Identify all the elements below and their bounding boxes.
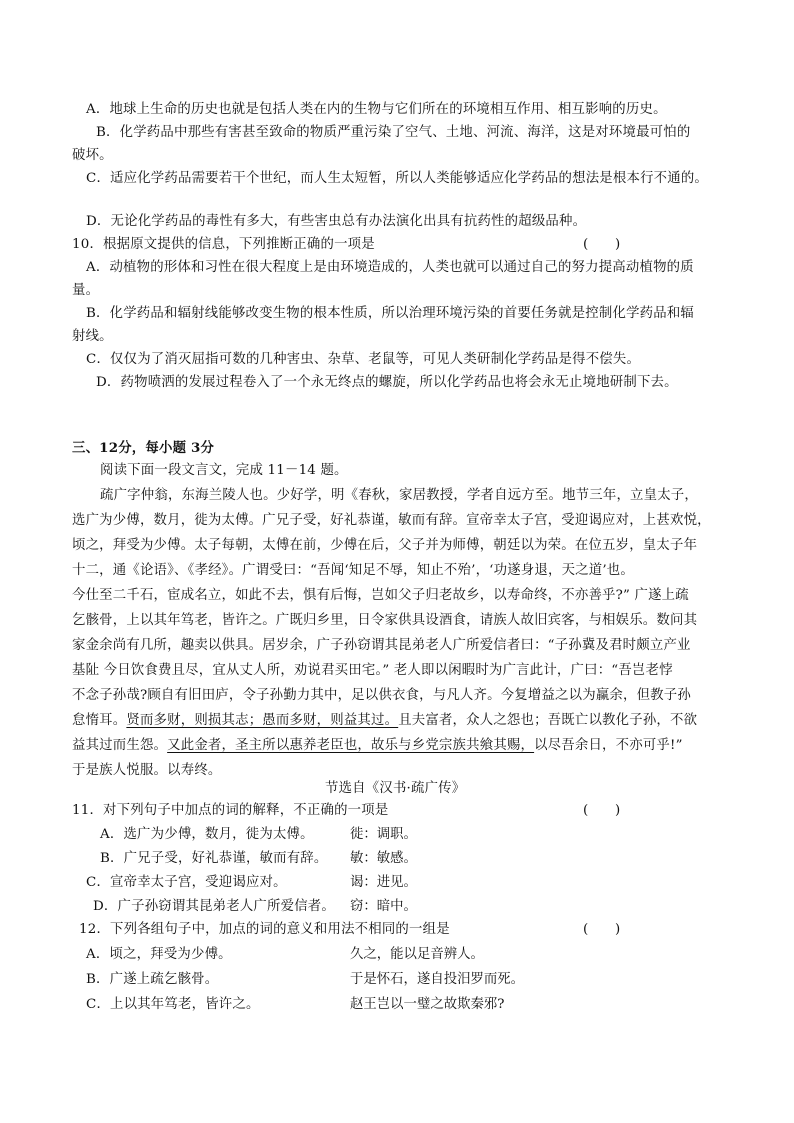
q11-option-b-gloss: 敏：敏感。 [350,851,417,866]
passage-line: 顷之，拜受为少傅。太子每朝，太傅在前，少傅在后，父子并为师傅，朝廷以为荣。在位五岁，皇太子年 [72,538,698,553]
q10-answer-paren: ( ) [583,237,621,252]
q11-answer-paren: ( ) [583,803,621,818]
q11-option-a: A．选广为少傅，数月，徙为太傅。 [100,827,314,842]
q11-stem: 11．对下列句子中加点的词的解释，不正确的一项是 [72,803,389,818]
section3-heading: 三、12分，每小题 3分 [72,440,215,456]
q11-option-d-gloss: 窃：暗中。 [350,899,417,914]
q9-option-b-line2: 破坏。 [72,148,113,163]
q12-option-b: B．广遂上疏乞骸骨。 [86,972,219,987]
passage-line-underlined [72,736,683,756]
underlined-sentence: 又此金者，圣主所以惠养老臣也，故乐与乡党宗族共飨其赐， [167,738,535,753]
q11-option-d: D．广子孙窃谓其昆弟老人广所爱信者。 [93,899,335,914]
passage-line: 今仕至二千石，宦成名立，如此不去，惧有后悔，岂如父子归老故乡，以寿命终，不亦善乎?” 广遂上疏 [72,588,689,603]
section3-intro: 阅读下面一段文言文，完成 11－14 题。 [100,463,348,478]
passage-source: 节选自《汉书·疏广传》 [325,781,466,796]
q12-option-a-pair: 久之，能以足音辨人。 [350,947,484,962]
q12-option-c-pair: 赵王岂以一璧之故欺秦邪? [350,997,505,1012]
passage-line: 基阯 今日饮食费且尽，宜从丈人所，劝说君买田宅。” 老人即以闲暇时为广言此计，广曰：“吾岂老悖 [72,663,673,678]
passage-line: 乞骸骨，上以其年笃老，皆许之。广既归乡里，日令家供具设酒食，请族人故旧宾客，与相娱乐。数问其 [72,613,698,628]
q11-option-c-gloss: 谒：进见。 [350,875,417,890]
q12-option-c: C．上以其年笃老，皆许之。 [86,997,260,1012]
q10-option-d: D．药物喷洒的发展过程卷入了一个永无终点的螺旋，所以化学药品也将会永无止境地研制下去。 [96,375,678,390]
q12-option-b-pair: 于是怀石，遂自投汨罗而死。 [350,972,525,987]
passage-line: 选广为少傅，数月，徙为太傅。广兄子受，好礼恭谨，敏而有辞。宣帝幸太子宫，受迎谒应对，上甚欢悦， [72,513,711,528]
q9-option-a: A．地球上生命的历史也就是包括人类在内的生物与它们所在的环境相互作用、相互影响的历史。 [86,102,667,117]
q9-option-b-line1: B．化学药品中那些有害甚至致命的物质严重污染了空气、土地、河流、海洋，这是对环境最可怕的 [96,125,691,140]
q9-option-d: D．无论化学药品的毒性有多大，有些害虫总有办法演化出具有抗药性的超级品种。 [86,214,587,229]
q11-option-b: B．广兄子受，好礼恭谨，敏而有辞。 [100,851,328,866]
q10-option-a-line1: A．动植物的形体和习性在很大程度上是由环境造成的，人类也就可以通过自己的努力提高动植物的质 [86,260,694,275]
passage-text: 怠惰耳。 [72,713,127,728]
q10-option-b-line2: 射线。 [72,329,113,344]
passage-line: 疏广字仲翁，东海兰陵人也。少好学，明《春秋，家居教授，学者自远方至。地节三年，立皇太子， [100,488,698,503]
q10-option-a-line2: 量。 [72,283,100,298]
q10-option-b-line1: B．化学药品和辐射线能够改变生物的根本性质，所以治理环境污染的首要任务就是控制化学药品和辐 [86,306,695,321]
passage-text: 益其过而生怨。 [72,738,168,753]
q12-stem: 12．下列各组句子中，加点的词的意义和用法不相同的一组是 [79,922,450,937]
underlined-sentence: 贤而多财，则损其志；愚而多财，则益其过。 [126,713,399,728]
q9-option-c: C．适应化学药品需要若干个世纪，而人生太短暂，所以人类能够适应化学药品的想法是根本行不通的。 [86,171,709,186]
q12-option-a: A．顷之，拜受为少傅。 [86,947,232,962]
passage-line-underlined [72,711,697,731]
q11-option-a-gloss: 徙：调职。 [350,827,417,842]
passage-text: 且夫富者，众人之怨也；吾既亡以教化子孙，不欲 [398,713,698,728]
passage-line: 不念子孙哉?顾自有旧田庐，令子孙勤力其中，足以供衣食，与凡人齐。今复增益之以为赢余，但教子孙 [72,688,691,703]
q10-stem: 10．根据原文提供的信息，下列推断正确的一项是 [72,237,375,252]
passage-line: 十二，通《论语》、《孝经》。广谓受曰：“吾闻‘知足不辱，知止不殆’，‘功遂身退，天之道’也。 [72,563,634,578]
q12-answer-paren: ( ) [583,922,621,937]
passage-text: 以尽吾余日，不亦可乎!” [534,738,683,753]
q10-option-c: C．仅仅为了消灭屈指可数的几种害虫、杂草、老鼠等，可见人类研制化学药品是得不偿失。 [86,352,641,367]
q11-option-c: C．宣帝幸太子宫，受迎谒应对。 [86,875,287,890]
passage-line: 于是族人悦服。以寿终。 [72,763,222,778]
passage-line: 家金余尚有几所，趣卖以供具。居岁余，广子孙窃谓其昆弟老人广所爱信者曰：“子孙冀及君时颇立产业 [72,638,691,653]
